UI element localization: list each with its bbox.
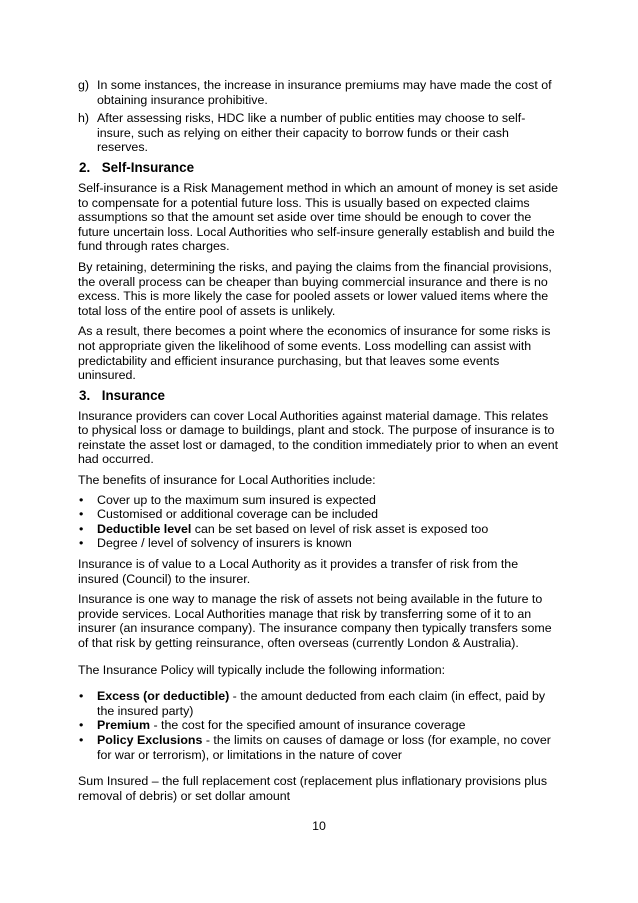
list-text: Degree / level of solvency of insurers is known [97, 536, 352, 551]
document-page [78, 78, 560, 803]
list-text: - the cost for the specified amount of insurance coverage [150, 718, 466, 733]
list-item [78, 733, 560, 762]
list-item-g [78, 78, 560, 107]
paragraph: Sum Insured – the full replacement cost (replacement plus inflationary provisions plus removal of debris) or set dollar amount [78, 774, 548, 803]
list-text: - the amount deducted from each claim (in effect, paid by the insured party) [97, 689, 546, 718]
section-title: Insurance [101, 387, 165, 403]
bullet-icon: • [79, 507, 84, 522]
paragraph: As a result, there becomes a point where the economics of insurance for some risks is not appropriate given the likelihood of some events. Loss modelling can assist with predictability and efficient insurance purchasing, but that leaves some events uninsured. [78, 324, 551, 383]
list-text: Customised or additional coverage can be included [97, 507, 379, 522]
bullet-icon: • [79, 536, 84, 551]
list-text: - the limits on causes of damage or loss (for example, no cover for war or terrorism), or limitations in the nature of cover [97, 732, 551, 762]
bold-term: Deductible level [97, 521, 192, 536]
list-item [78, 718, 560, 733]
section-heading-insurance [78, 388, 560, 404]
bold-term: Policy Exclusions [97, 732, 203, 747]
list-label: h) [78, 111, 90, 126]
bold-term: Premium [97, 718, 151, 733]
paragraph: The Insurance Policy will typically include the following information: [78, 662, 446, 677]
paragraph: Self-insurance is a Risk Management method in which an amount of money is set aside to compensate for a potential future loss. This is usually based on expected claims assumptions so that the amount set aside over time should be enough to cover the future uncertain loss. Local Authorities who self-insure generally establish and build the fund through rates charges. [78, 180, 559, 254]
list-label: g) [78, 78, 90, 92]
section-heading-self-insurance [78, 160, 560, 176]
section-number: 3. [79, 387, 91, 403]
list-item [78, 536, 560, 551]
bold-term: Excess (or deductible) [97, 689, 230, 704]
benefits-list [78, 493, 560, 551]
paragraph: Insurance providers can cover Local Authorities against material damage. This relates to physical loss or damage to buildings, plant and stock. The purpose of insurance is to reinstate the asset lost or damaged, to the condition immediately prior to when an event had occurred. [78, 408, 559, 467]
list-item [78, 493, 560, 508]
section-number: 2. [79, 159, 91, 175]
bullet-icon: • [79, 521, 84, 536]
list-item [78, 507, 560, 522]
list-text: In some instances, the increase in insurance premiums may have made the cost of obtaining insurance prohibitive. [97, 78, 552, 107]
list-text: can be set based on level of risk asset is exposed too [191, 521, 489, 536]
page-number: 10 [312, 819, 326, 833]
list-text: Cover up to the maximum sum insured is expected [97, 492, 376, 507]
list-item [78, 522, 560, 537]
paragraph: Insurance is of value to a Local Authority as it provides a transfer of risk from the insured (Council) to the insurer. [78, 557, 519, 586]
policy-list [78, 689, 560, 762]
list-item [78, 689, 560, 718]
paragraph: Insurance is one way to manage the risk of assets not being available in the future to provide services. Local Authorities manage that risk by transferring some of it to an insurer (an insurance company). The insurance company then typically transfers some of that risk by getting reinsurance, often overseas (currently London & Australia). [78, 592, 552, 650]
bullet-icon: • [79, 718, 84, 733]
bullet-icon: • [79, 492, 84, 507]
list-text: After assessing risks, HDC like a number of public entities may choose to self-insure, such as relying on either their capacity to borrow funds or their cash reserves. [97, 111, 526, 155]
bullet-icon: • [79, 732, 84, 747]
bullet-icon: • [79, 689, 84, 704]
section-title: Self-Insurance [101, 159, 195, 175]
paragraph: By retaining, determining the risks, and paying the claims from the financial provisions, the overall process can be cheaper than buying commercial insurance and there is no excess. This is more likely the case for pooled assets or lower valued items where the total loss of the entire pool of assets is unlikely. [78, 259, 552, 318]
list-item-h [78, 111, 560, 155]
paragraph: The benefits of insurance for Local Authorities include: [78, 473, 376, 488]
